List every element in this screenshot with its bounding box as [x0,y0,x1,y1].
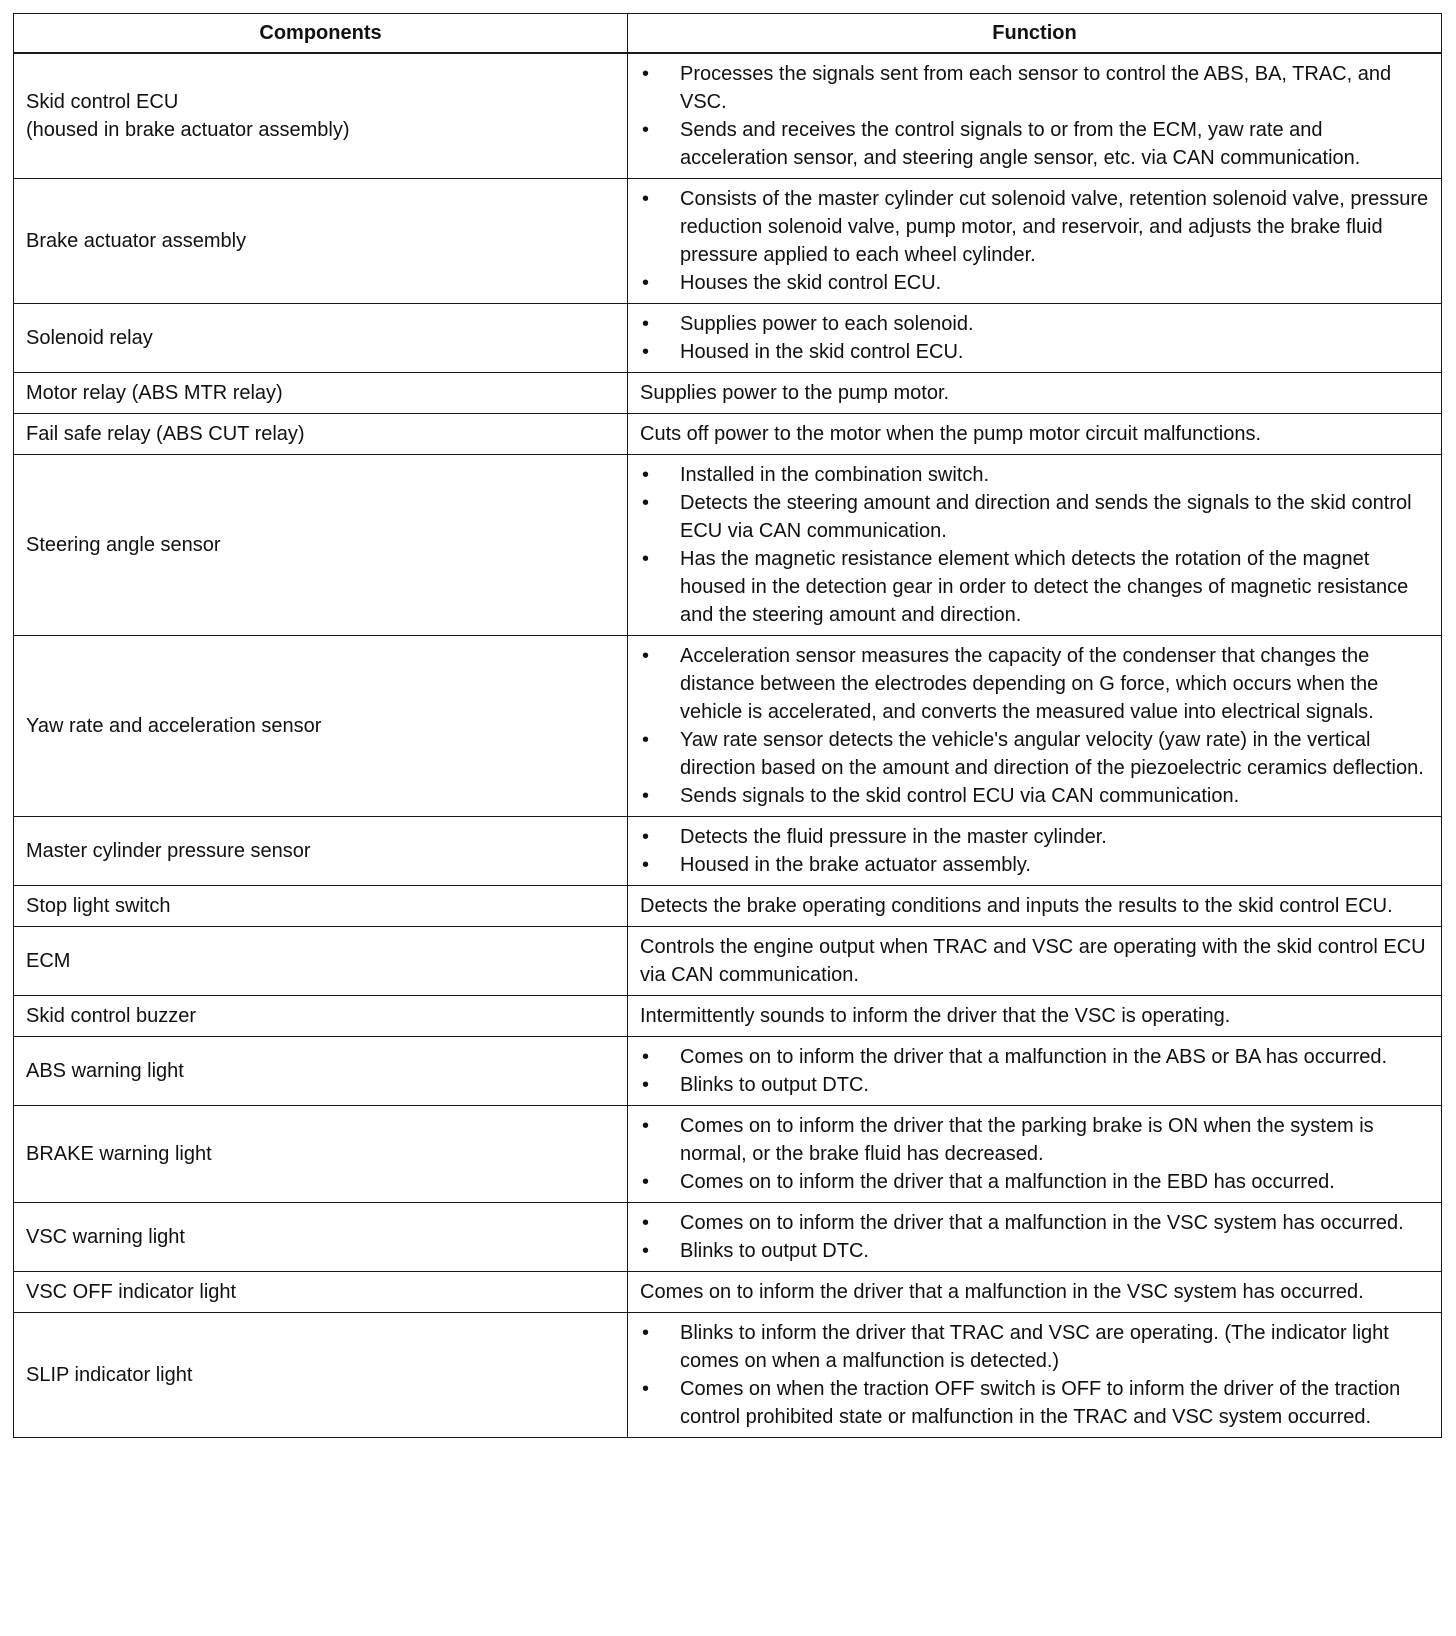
function-bullet-item: • Detects the fluid pressure in the master cylinder. [640,823,1429,851]
function-bullet-item: • Blinks to inform the driver that TRAC and VSC are operating. (The indicator light comes on when a malfunction is detected.) [640,1319,1429,1375]
table-row [14,373,1442,414]
table-row [14,455,1442,636]
function-bullet-list [640,461,1429,629]
function-bullet-list [640,1209,1429,1265]
component-cell: VSC warning light [14,1203,628,1272]
component-cell: Skid control buzzer [14,996,628,1037]
function-bullet-item: • Acceleration sensor measures the capacity of the condenser that changes the distance between the electrodes depending on G force, which occurs when the vehicle is accelerated, and converts the measured value into electrical signals. [640,642,1429,726]
table-row [14,1106,1442,1203]
function-bullet-item: • Comes on to inform the driver that a malfunction in the EBD has occurred. [640,1168,1429,1196]
function-bullet-item: • Comes on when the traction OFF switch is OFF to inform the driver of the traction control prohibited state or malfunction in the TRAC and VSC system occurred. [640,1375,1429,1431]
function-cell [628,455,1442,636]
function-bullet-item: • Houses the skid control ECU. [640,269,1429,297]
function-cell [628,1203,1442,1272]
function-bullet-item: • Blinks to output DTC. [640,1237,1429,1265]
table-header-row [14,14,1442,54]
table-row [14,53,1442,179]
table-row [14,1313,1442,1438]
function-bullet-item: • Processes the signals sent from each sensor to control the ABS, BA, TRAC, and VSC. [640,60,1429,116]
component-cell: BRAKE warning light [14,1106,628,1203]
table-row [14,886,1442,927]
component-cell: Yaw rate and acceleration sensor [14,636,628,817]
table-row [14,414,1442,455]
table-row [14,996,1442,1037]
function-cell [628,304,1442,373]
function-bullet-list [640,823,1429,879]
component-cell: Solenoid relay [14,304,628,373]
function-bullet-item: • Comes on to inform the driver that a malfunction in the ABS or BA has occurred. [640,1043,1429,1071]
function-bullet-list [640,1043,1429,1099]
component-cell: Steering angle sensor [14,455,628,636]
component-cell: Skid control ECU (housed in brake actuator assembly) [14,53,628,179]
table-row [14,636,1442,817]
components-function-table [13,13,1442,1438]
table-body [14,53,1442,1438]
function-bullet-item: • Sends signals to the skid control ECU via CAN communication. [640,782,1429,810]
function-cell [628,1037,1442,1106]
function-cell [628,1106,1442,1203]
component-cell: Motor relay (ABS MTR relay) [14,373,628,414]
component-cell: ECM [14,927,628,996]
function-bullet-list [640,642,1429,810]
function-cell: Controls the engine output when TRAC and VSC are operating with the skid control ECU via CAN communication. [628,927,1442,996]
component-cell: Brake actuator assembly [14,179,628,304]
function-bullet-list [640,1319,1429,1431]
table-row [14,927,1442,996]
function-cell [628,636,1442,817]
function-cell [628,53,1442,179]
function-bullet-item: • Consists of the master cylinder cut solenoid valve, retention solenoid valve, pressure reduction solenoid valve, pump motor, and reservoir, and adjusts the brake fluid pressure applied to each wheel cylinder. [640,185,1429,269]
function-bullet-item: • Detects the steering amount and direction and sends the signals to the skid control ECU via CAN communication. [640,489,1429,545]
function-bullet-item: • Blinks to output DTC. [640,1071,1429,1099]
function-cell: Supplies power to the pump motor. [628,373,1442,414]
function-bullet-item: • Installed in the combination switch. [640,461,1429,489]
function-bullet-list [640,1112,1429,1196]
function-cell [628,817,1442,886]
function-cell [628,179,1442,304]
component-cell: Stop light switch [14,886,628,927]
function-cell [628,1313,1442,1438]
function-cell: Cuts off power to the motor when the pump motor circuit malfunctions. [628,414,1442,455]
function-bullet-list [640,60,1429,172]
function-cell: Detects the brake operating conditions and inputs the results to the skid control ECU. [628,886,1442,927]
function-bullet-item: • Yaw rate sensor detects the vehicle's angular velocity (yaw rate) in the vertical direction based on the amount and direction of the piezoelectric ceramics deflection. [640,726,1429,782]
component-cell: Master cylinder pressure sensor [14,817,628,886]
function-bullet-item: • Comes on to inform the driver that the parking brake is ON when the system is normal, or the brake fluid has decreased. [640,1112,1429,1168]
component-cell: Fail safe relay (ABS CUT relay) [14,414,628,455]
function-cell: Comes on to inform the driver that a malfunction in the VSC system has occurred. [628,1272,1442,1313]
function-bullet-item: • Sends and receives the control signals to or from the ECM, yaw rate and acceleration sensor, and steering angle sensor, etc. via CAN communication. [640,116,1429,172]
function-bullet-item: • Housed in the brake actuator assembly. [640,851,1429,879]
table-row [14,179,1442,304]
component-cell: ABS warning light [14,1037,628,1106]
header-function: Function [628,14,1442,54]
table-row [14,1203,1442,1272]
table-row [14,304,1442,373]
function-bullet-list [640,310,1429,366]
function-bullet-item: • Housed in the skid control ECU. [640,338,1429,366]
header-components: Components [14,14,628,54]
table-row [14,1272,1442,1313]
table-row [14,1037,1442,1106]
function-bullet-list [640,185,1429,297]
function-cell: Intermittently sounds to inform the driver that the VSC is operating. [628,996,1442,1037]
component-cell: VSC OFF indicator light [14,1272,628,1313]
component-cell: SLIP indicator light [14,1313,628,1438]
function-bullet-item: • Has the magnetic resistance element which detects the rotation of the magnet housed in the detection gear in order to detect the changes of magnetic resistance and the steering amount and direction. [640,545,1429,629]
function-bullet-item: • Comes on to inform the driver that a malfunction in the VSC system has occurred. [640,1209,1429,1237]
table-row [14,817,1442,886]
function-bullet-item: • Supplies power to each solenoid. [640,310,1429,338]
